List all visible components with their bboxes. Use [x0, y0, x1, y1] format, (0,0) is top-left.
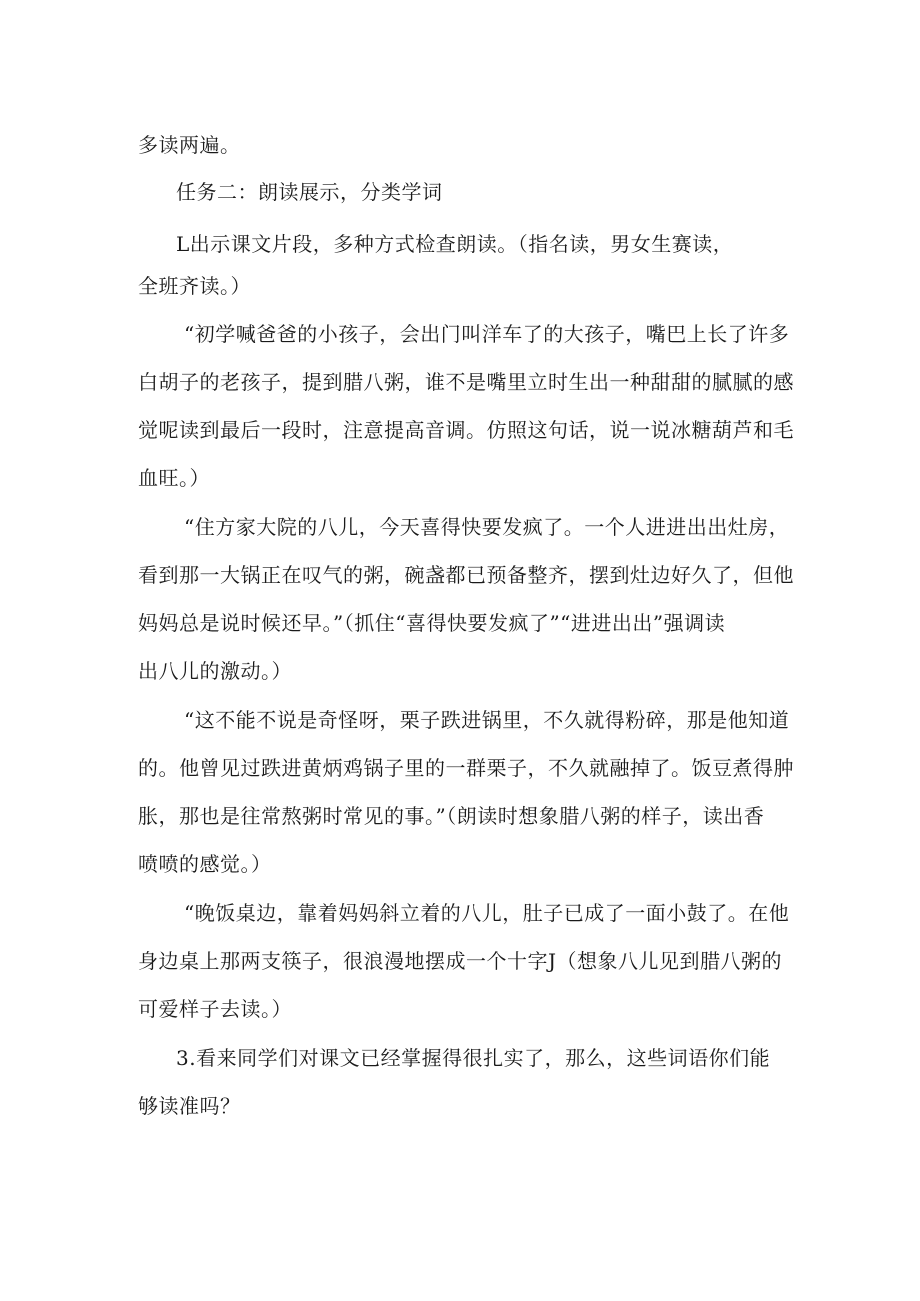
quote-line: 觉呢读到最后一段时，注意提高音调。仿照这句话，说一说冰糖葫芦和毛	[138, 418, 794, 442]
quote-line: “初学喊爸爸的小孩子，会出门叫洋车了的大孩子，嘴巴上长了许多	[184, 322, 790, 346]
quote-line: 的。他曾见过跌进黄炳鸡锅子里的一群栗子，不久就融掉了。饭豆煮得肿	[138, 756, 794, 780]
quote-line: 身边桌上那两支筷子，很浪漫地摆成一个十字J（想象八儿见到腊八粥的	[138, 949, 783, 973]
quote-line: “这不能不说是奇怪呀，栗子跌进锅里，不久就得粉碎，那是他知道	[184, 708, 790, 732]
section-heading: 任务二：朗读展示，分类学词	[176, 180, 443, 204]
text-line: 多读两遍。	[138, 133, 241, 157]
quote-line: 可爱样子去读。）	[138, 997, 292, 1021]
text-line: L出示课文片段，多种方式检查朗读。（指名读，男女生赛读，	[176, 232, 734, 256]
text-line: 够读准吗？	[138, 1094, 241, 1118]
text-line: 3.看来同学们对课文已经掌握得很扎实了，那么，这些词语你们能	[176, 1046, 771, 1070]
quote-line: 胀，那也是往常熬粥时常见的事。”（朗读时想象腊八粥的样子，读出香	[138, 804, 765, 828]
quote-line: 血旺。）	[138, 466, 210, 490]
quote-line: “晚饭桌边，靠着妈妈斜立着的八儿，肚子已成了一面小鼓了。在他	[184, 901, 790, 925]
quote-line: 喷喷的感觉。）	[138, 852, 272, 876]
quote-line: 看到那一大锅正在叹气的粥，碗盏都已预备整齐，摆到灶边好久了，但他	[138, 563, 794, 587]
quote-line: 出八儿的激动。）	[138, 659, 292, 683]
text-line: 全班齐读。）	[138, 274, 251, 298]
quote-line: “住方家大院的八儿，今天喜得快要发疯了。一个人进进出出灶房，	[184, 515, 790, 539]
quote-line: 白胡子的老孩子，提到腊八粥，谁不是嘴里立时生出一种甜甜的腻腻的感	[138, 370, 794, 394]
quote-line: 妈妈总是说时候还早。”（抓住“喜得快要发疯了”“进进出出”强调读	[138, 611, 726, 635]
